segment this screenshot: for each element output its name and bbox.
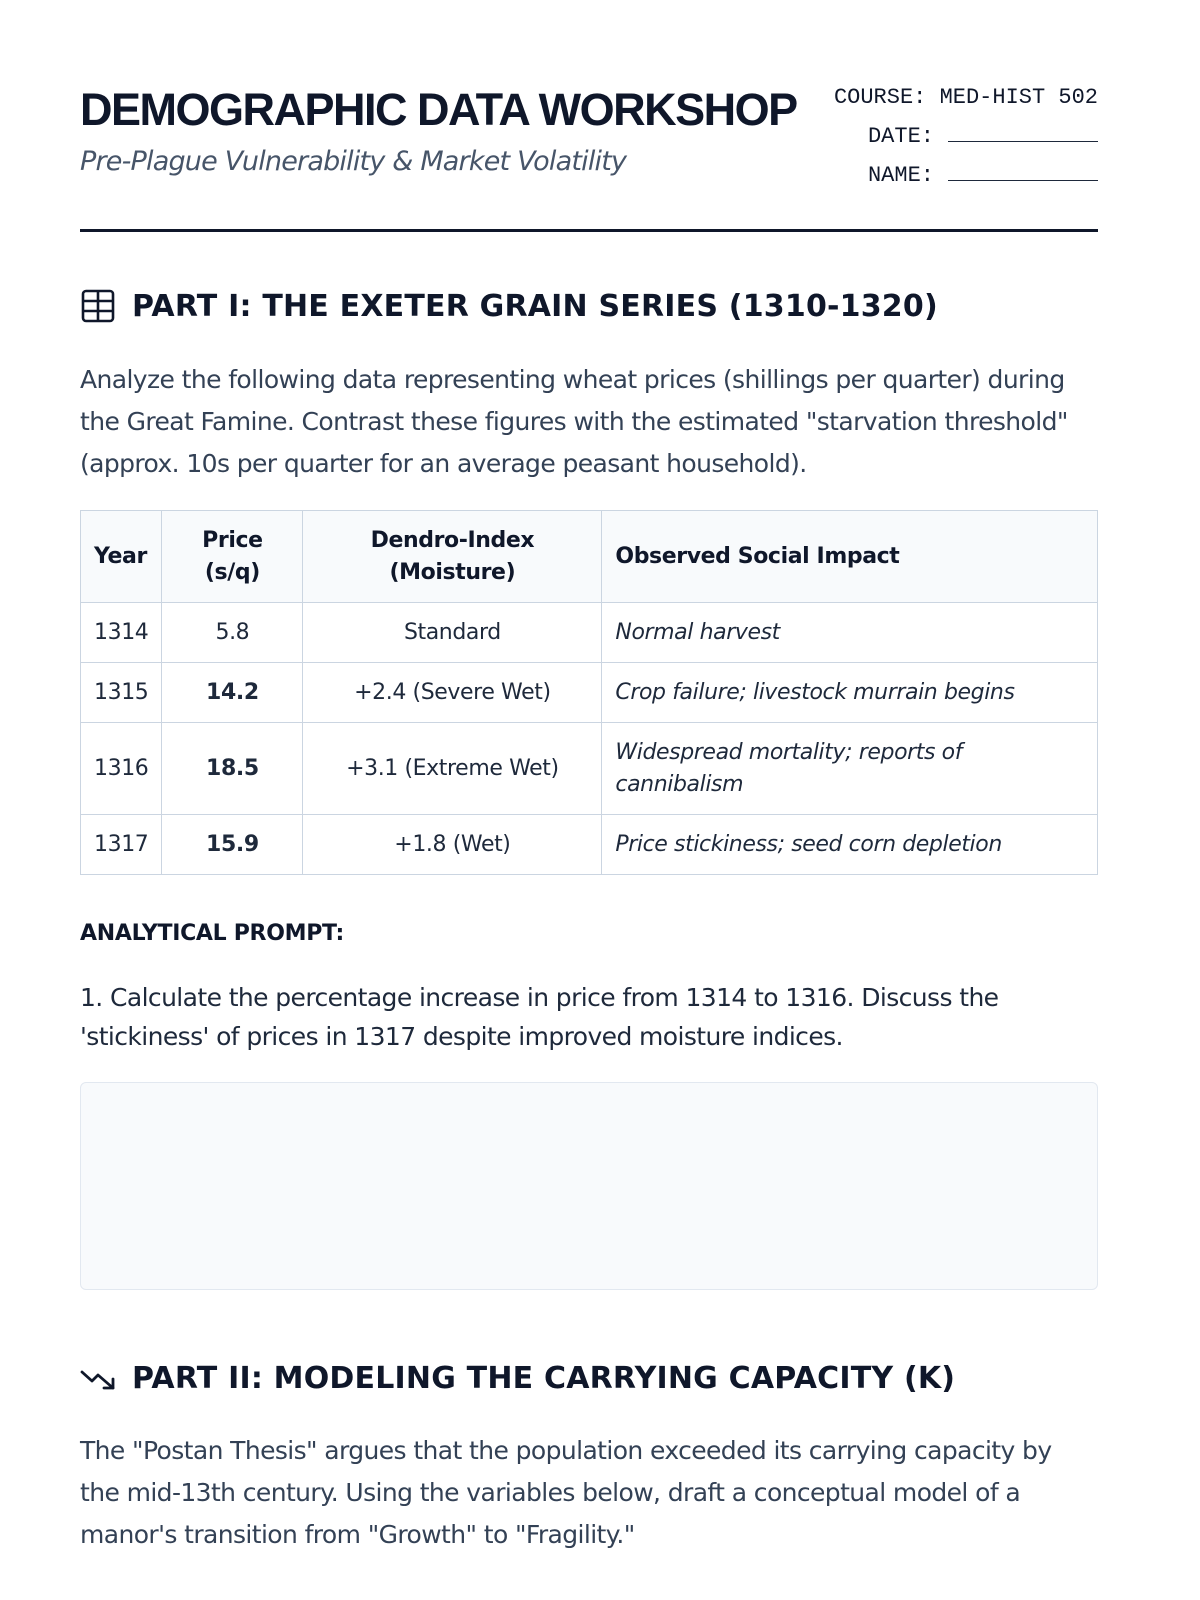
cell-dendro: +3.1 (Extreme Wet) (303, 723, 602, 815)
header-year: Year (81, 511, 162, 603)
prompt-label: ANALYTICAL PROMPT: (80, 921, 345, 946)
table-header-row (81, 511, 1098, 603)
prompt-text: 1. Calculate the percentage increase in price from 1314 to 1316. Discuss the 'stickiness' of prices in 1317 despite improved moisture indices. (80, 983, 999, 1051)
cell-price-highlight: 15.9 (162, 815, 303, 875)
table-row (81, 603, 1098, 663)
trending-down-icon (80, 1360, 116, 1396)
cell-dendro: +1.8 (Wet) (303, 815, 602, 875)
name-blank-line[interactable] (948, 162, 1098, 181)
cell-impact: Widespread mortality; reports of cannibalism (602, 723, 1098, 815)
worksheet-subtitle: Pre-Plague Vulnerability & Market Volatility (80, 146, 627, 177)
header-dendro: Dendro-Index (Moisture) (303, 511, 602, 603)
name-label: NAME: (867, 163, 934, 188)
cell-price-highlight: 18.5 (162, 723, 303, 815)
part1-heading (80, 288, 938, 324)
cell-price-highlight: 14.2 (162, 663, 303, 723)
grain-price-table (80, 510, 1098, 875)
cell-year: 1315 (81, 663, 162, 723)
worksheet-title: DEMOGRAPHIC DATA WORKSHOP (80, 84, 797, 135)
table-row (81, 663, 1098, 723)
cell-year: 1314 (81, 603, 162, 663)
date-field[interactable] (834, 117, 1098, 156)
cell-dendro: +2.4 (Severe Wet) (303, 663, 602, 723)
header-price: Price (s/q) (162, 511, 303, 603)
cell-impact: Crop failure; livestock murrain begins (602, 663, 1098, 723)
cell-year: 1317 (81, 815, 162, 875)
table-row (81, 815, 1098, 875)
worksheet-header (80, 0, 1098, 240)
table-row (81, 723, 1098, 815)
cell-impact: Price stickiness; seed corn depletion (602, 815, 1098, 875)
answer-box[interactable] (80, 1082, 1098, 1290)
part2-heading-text: PART II: MODELING THE CARRYING CAPACITY (K) (132, 1360, 956, 1396)
part1-intro: Analyze the following data representing wheat prices (shillings per quarter) during the Great Famine. Contrast these figures with the estimated "starvation threshold" (approx. 10s per quarter for an average peasant household). (80, 365, 1068, 478)
cell-price: 5.8 (162, 603, 303, 663)
cell-impact: Normal harvest (602, 603, 1098, 663)
part2-heading (80, 1360, 955, 1396)
header-impact: Observed Social Impact (602, 511, 1098, 603)
part1-heading-text: PART I: THE EXETER GRAIN SERIES (1310-1320) (132, 288, 938, 324)
table-icon (80, 288, 116, 324)
date-blank-line[interactable] (948, 123, 1098, 142)
header-divider (80, 229, 1098, 232)
course-code: COURSE: MED-HIST 502 (833, 85, 1098, 110)
date-label: DATE: (867, 124, 934, 149)
student-info-block (834, 78, 1098, 195)
cell-year: 1316 (81, 723, 162, 815)
part2-intro: The "Postan Thesis" argues that the population exceeded its carrying capacity by the mid-13th century. Using the variables below, draft a conceptual model of a manor's transition from "Growth" to "Fragility." (80, 1436, 1052, 1549)
cell-dendro: Standard (303, 603, 602, 663)
name-field[interactable] (834, 156, 1098, 195)
